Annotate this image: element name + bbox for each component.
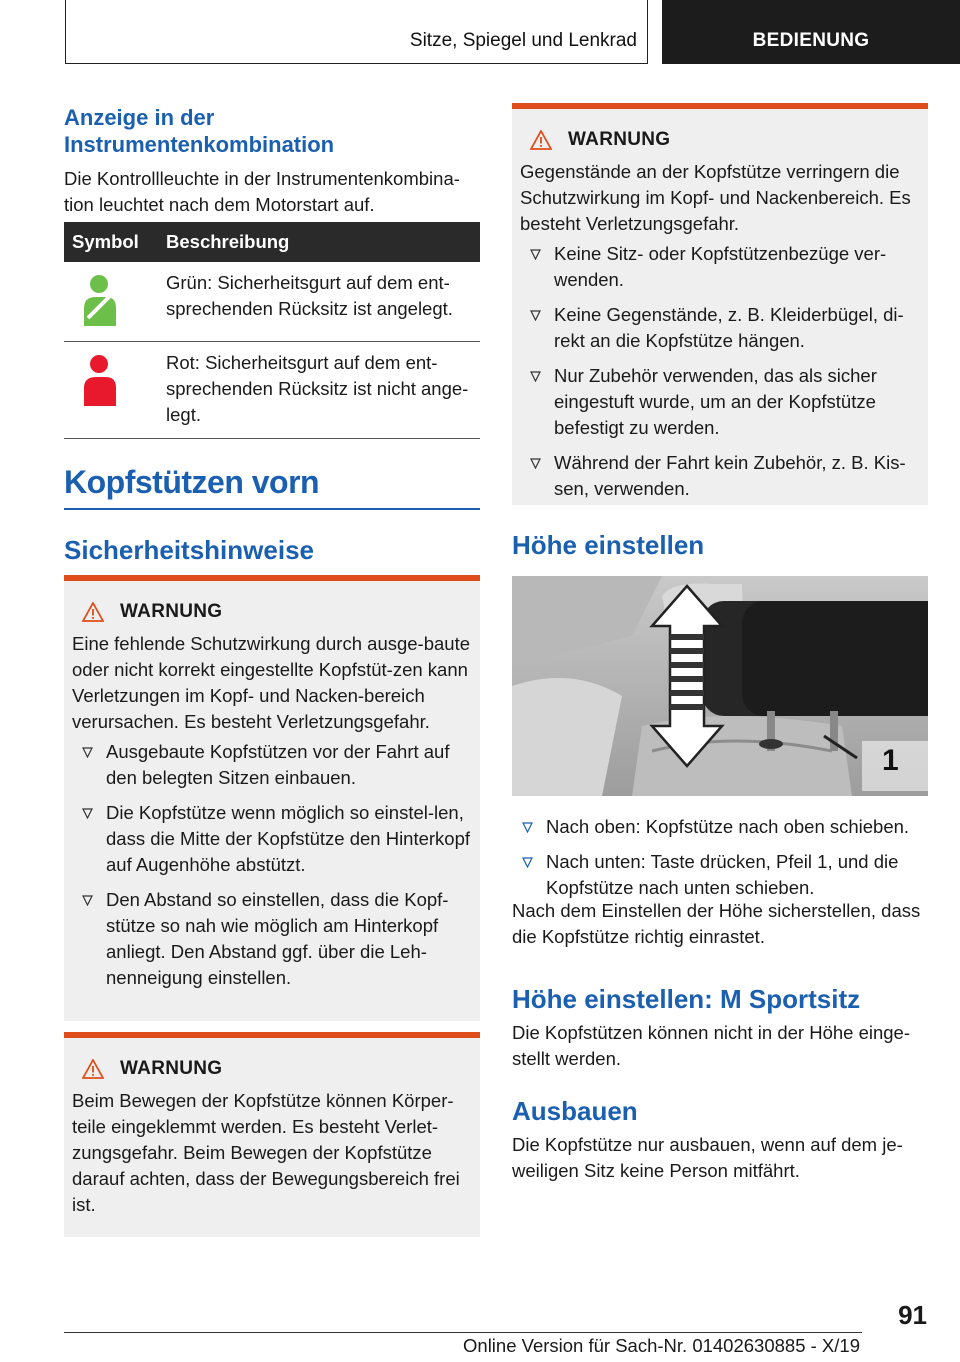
list-item: Nach unten: Taste drücken, Pfeil 1, und die Kopfstütze nach unten schieben. — [512, 849, 928, 901]
section-tab: BEDIENUNG — [662, 0, 960, 64]
list-item: Keine Gegenstände, z. B. Kleiderbügel, di-rekt an die Kopfstütze hängen. — [520, 302, 920, 354]
display-heading: Anzeige in der Instrumentenkombination — [64, 105, 335, 157]
bullet-triangle-icon — [82, 808, 93, 819]
online-version-note: Online Version für Sach-Nr. 01402630885 - X/19 — [463, 1335, 860, 1356]
table-cell-description: Grün: Sicherheitsgurt auf dem ent-sprechenden Rücksitz ist angelegt. — [158, 262, 480, 342]
sport-text: Die Kopfstützen können nicht in der Höhe einge-stellt werden. — [512, 1022, 911, 1069]
warning-title: WARNUNG — [520, 127, 920, 153]
warning-triangle-icon — [82, 1059, 104, 1079]
warning-box — [512, 103, 928, 505]
warning-title: WARNUNG — [72, 599, 472, 625]
table-row — [64, 262, 480, 342]
list-item: Ausgebaute Kopfstützen vor der Fahrt auf den belegten Sitzen einbauen. — [72, 739, 472, 791]
list-item: Nach oben: Kopfstütze nach oben schieben. — [512, 814, 928, 840]
warning-text: Eine fehlende Schutzwirkung durch ausge-baute oder nicht korrekt eingestellte Kopfstüt-zen kann Verletzungen im Kopf- und Nacken-bereich verursachen. Es besteht Verletzungsgefahr. — [72, 633, 471, 732]
display-text: Die Kontrollleuchte in der Instrumentenkombina-tion leuchtet nach dem Motorstart auf. — [64, 168, 460, 215]
table-cell-description: Rot: Sicherheitsgurt auf dem ent-sprechenden Rücksitz ist nicht ange-legt. — [158, 342, 480, 439]
headrest-adjustment-image — [512, 576, 928, 796]
headrest-illustration — [512, 576, 928, 796]
bullet-triangle-icon — [522, 822, 533, 833]
warning-box — [64, 1032, 480, 1237]
remove-text: Die Kopfstütze nur ausbauen, wenn auf dem je-weiligen Sitz keine Person mitfährt. — [512, 1134, 903, 1181]
warning-triangle-icon — [530, 130, 552, 150]
list-item: Nur Zubehör verwenden, das als sicher eingestuft wurde, um an der Kopfstütze befestigt zu werden. — [520, 363, 920, 441]
bullet-triangle-icon — [530, 310, 541, 321]
list-item: Die Kopfstütze wenn möglich so einstel-len, dass die Mitte der Kopfstütze den Hinterkopf auf Augenhöhe abstützt. — [72, 800, 472, 878]
seatbelt-unfastened-red-icon — [64, 342, 150, 432]
height-bullet-list — [512, 814, 928, 910]
footer-divider — [64, 1332, 862, 1333]
chapter-title: Sitze, Spiegel und Lenkrad — [409, 30, 637, 51]
seatbelt-fastened-green-icon — [64, 262, 150, 336]
table-cell-symbol — [64, 342, 158, 439]
section-title: Kopfstützen vorn — [64, 464, 320, 500]
sport-heading: Höhe einstellen: M Sportsitz — [512, 984, 861, 1014]
bullet-triangle-icon — [82, 747, 93, 758]
list-item: Keine Sitz- oder Kopfstützenbezüge ver-wenden. — [520, 241, 920, 293]
subsection-title: Sicherheitshinweise — [64, 535, 314, 565]
warning-bullet-list — [520, 241, 920, 502]
table-header-description: Beschreibung — [158, 222, 480, 262]
height-heading: Höhe einstellen — [512, 530, 705, 560]
bullet-triangle-icon — [522, 857, 533, 868]
list-item: Während der Fahrt kein Zubehör, z. B. Kis-sen, verwenden. — [520, 450, 920, 502]
section-divider — [64, 508, 480, 510]
table-header-symbol: Symbol — [64, 222, 158, 262]
bullet-triangle-icon — [530, 458, 541, 469]
bullet-triangle-icon — [530, 371, 541, 382]
warning-box — [64, 575, 480, 1021]
table-cell-symbol — [64, 262, 158, 342]
warning-title: WARNUNG — [72, 1056, 472, 1082]
warning-text: Beim Bewegen der Kopfstütze können Körper-teile eingeklemmt werden. Es besteht Verlet-zungsgefahr. Beim Bewegen der Kopfstütze darauf achten, dass der Bewegungsbereich frei ist. — [72, 1090, 460, 1215]
page-number: 91 — [898, 1300, 927, 1330]
remove-heading: Ausbauen — [512, 1096, 638, 1126]
bullet-triangle-icon — [82, 895, 93, 906]
warning-bullet-list — [72, 739, 472, 991]
bullet-triangle-icon — [530, 249, 541, 260]
symbol-table — [64, 222, 480, 439]
warning-triangle-icon — [82, 602, 104, 622]
height-text: Nach dem Einstellen der Höhe sicherstellen, dass die Kopfstütze richtig einrastet. — [512, 900, 921, 947]
warning-text: Gegenstände an der Kopfstütze verringern die Schutzwirkung im Kopf- und Nackenbereich. Es besteht Verletzungsgefahr. — [520, 161, 911, 234]
table-row — [64, 342, 480, 439]
list-item: Den Abstand so einstellen, dass die Kopf-stütze so nah wie möglich am Hinterkopf anliegt. Den Abstand ggf. über die Leh-nenneigung einstellen. — [72, 887, 472, 991]
running-header — [65, 0, 648, 64]
callout-number: 1 — [882, 744, 899, 777]
